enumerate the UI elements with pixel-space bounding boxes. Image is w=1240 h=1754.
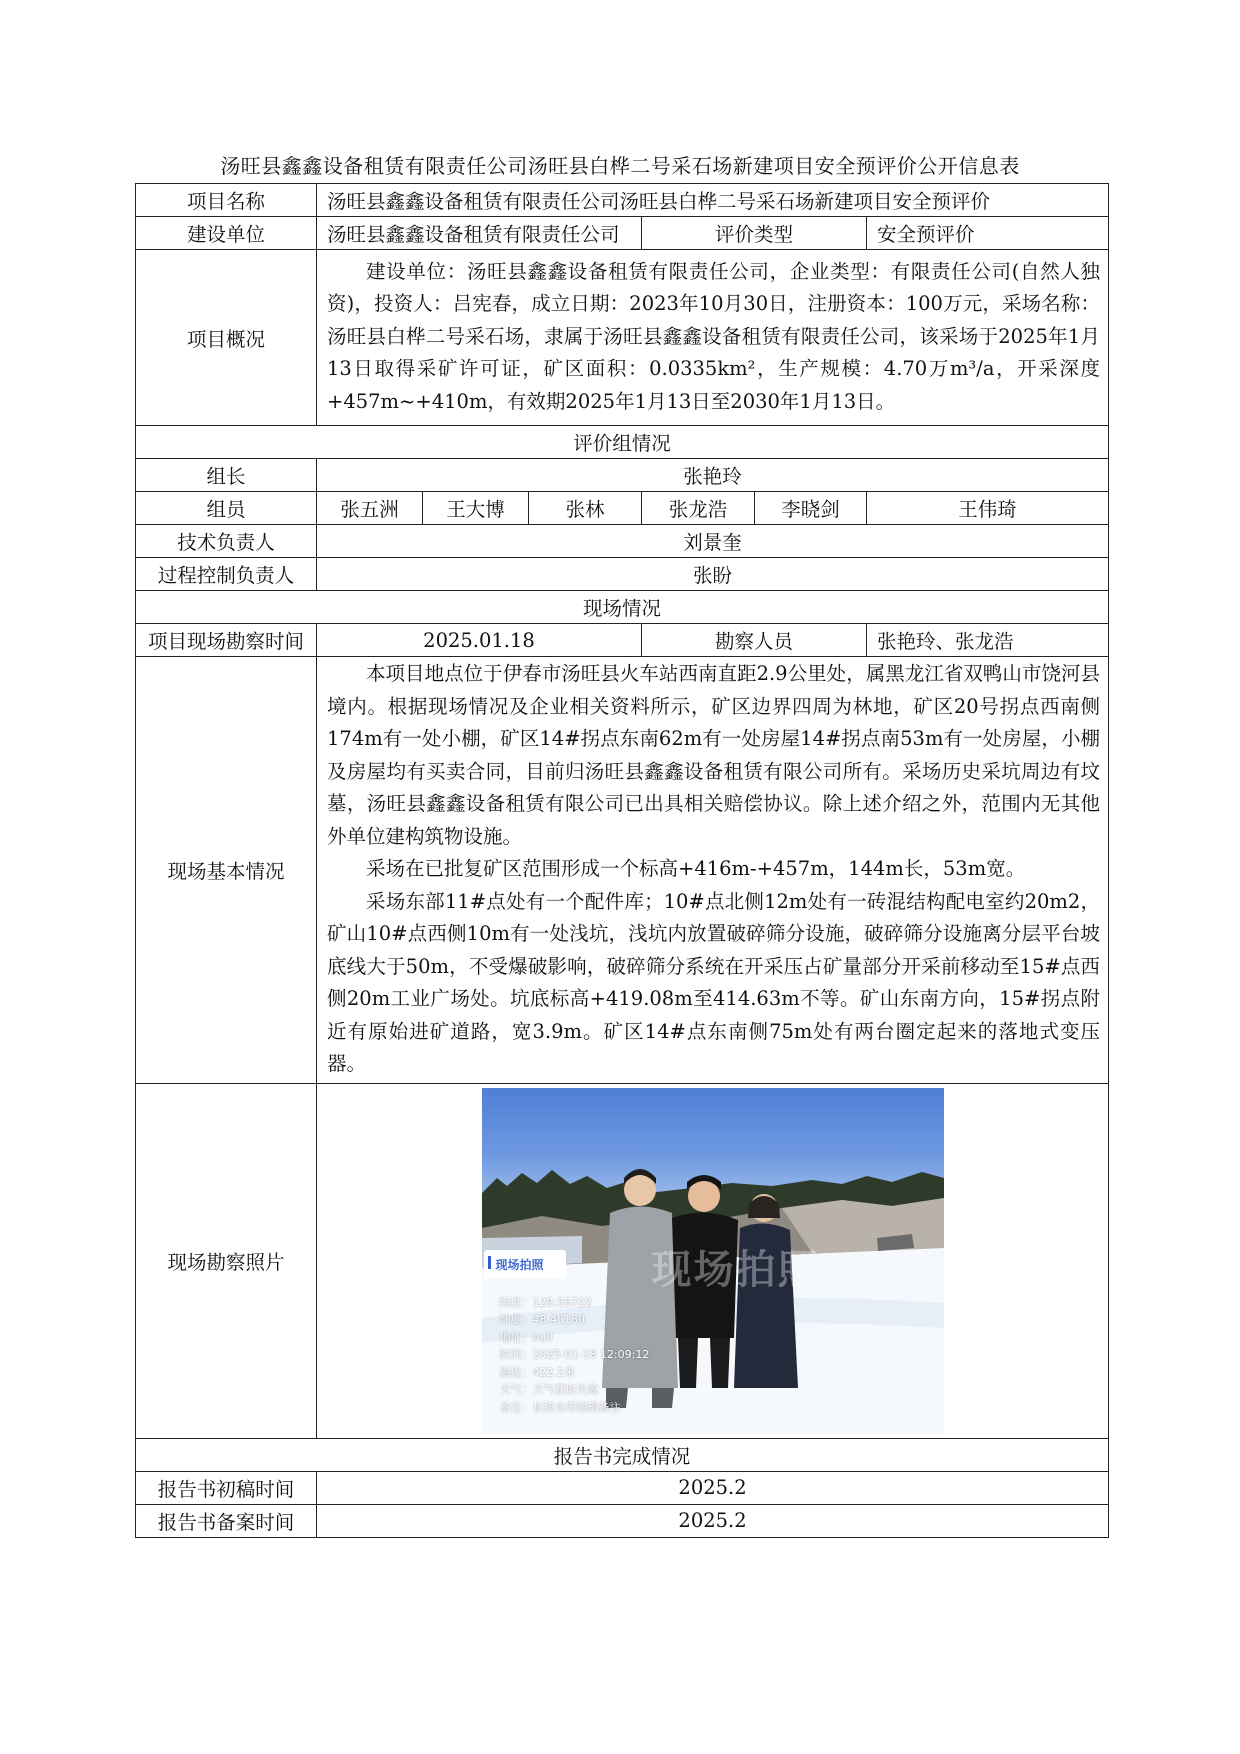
- info-table: [135, 183, 1109, 1538]
- row-leader: [136, 459, 1109, 492]
- row-process-lead: [136, 558, 1109, 591]
- member-cell: 张龙浩: [642, 492, 755, 525]
- member-cell: 张林: [529, 492, 642, 525]
- stamp-line: 天气：天气获取失败: [499, 1383, 599, 1396]
- stamp-line: 纬度：48.45180: [499, 1313, 586, 1326]
- row-draft-time: [136, 1471, 1109, 1504]
- unit-label: 建设单位: [136, 217, 317, 250]
- member-cell: 王大博: [423, 492, 529, 525]
- unit-value: 汤旺县鑫鑫设备租赁有限责任公司: [317, 217, 642, 250]
- process-label: 过程控制负责人: [136, 558, 317, 591]
- survey-people-value: 张艳玲、张龙浩: [867, 624, 1109, 657]
- stamp-line: 备注：长按水印编辑备注: [499, 1400, 621, 1414]
- filing-value: 2025.2: [317, 1504, 1109, 1537]
- row-filing-time: [136, 1504, 1109, 1537]
- site-photo-cell: [317, 1083, 1109, 1438]
- tech-label: 技术负责人: [136, 525, 317, 558]
- site-basic-paragraph: 采场在已批复矿区范围形成一个标高+416m-+457m，144m长，53m宽。: [366, 857, 1026, 880]
- row-tech-lead: [136, 525, 1109, 558]
- eval-type-label: 评价类型: [642, 217, 867, 250]
- stamp-line: 海拔：422.2米: [499, 1365, 576, 1379]
- survey-time-label: 项目现场勘察时间: [136, 624, 317, 657]
- report-section-title: 报告书完成情况: [136, 1438, 1109, 1471]
- row-site-photo: [136, 1083, 1109, 1438]
- row-construction-unit: [136, 217, 1109, 250]
- project-name-value: 汤旺县鑫鑫设备租赁有限责任公司汤旺县白桦二号采石场新建项目安全预评价: [317, 184, 1109, 217]
- site-basic-paragraph: 本项目地点位于伊春市汤旺县火车站西南直距2.9公里处，属黑龙江省双鸭山市饶河县境内。根据现场情况及企业相关资料所示，矿区边界四周为林地，矿区20号拐点西南侧174m有一处小棚，矿区14#拐点东南62m有一处房屋14#拐点南53m有一处房屋，小棚及房屋均有买卖合同，目前归汤旺县鑫鑫设备租赁有限公司所有。采场历史采坑周边有坟墓，汤旺县鑫鑫设备租赁有限公司已出具相关赔偿协议。除上述介绍之外，范围内无其他外单位建构筑物设施。: [327, 662, 1101, 848]
- row-survey-time: [136, 624, 1109, 657]
- row-members: [136, 492, 1109, 525]
- stamp-line: 时间：2025-01-18 12:09:12: [499, 1348, 650, 1361]
- team-section-title: 评价组情况: [136, 426, 1109, 459]
- draft-value: 2025.2: [317, 1471, 1109, 1504]
- process-value: 张盼: [317, 558, 1109, 591]
- photo-watermark: 现场拍照: [651, 1246, 820, 1293]
- row-team-section: [136, 426, 1109, 459]
- site-basic-label: 现场基本情况: [136, 657, 317, 1084]
- survey-time-value: 2025.01.18: [317, 624, 642, 657]
- filing-label: 报告书备案时间: [136, 1504, 317, 1537]
- stamp-line: 经度：129.55722: [499, 1295, 593, 1309]
- eval-type-value: 安全预评价: [867, 217, 1109, 250]
- site-basic-paragraph: 采场东部11#点处有一个配件库；10#点北侧12m处有一砖混结构配电室约20m2，矿山10#点西侧10m有一处浅坑，浅坑内放置破碎筛分设施，破碎筛分设施离分层平台坡底线大于50m，不受爆破影响，破碎筛分系统在开采压占矿量部分开采前移动至15#点西侧20m工业广场处。坑底标高+419.08m至414.63m不等。矿山东南方向，15#拐点附近有原始进矿道路，宽3.9m。矿区14#点东南侧75m处有两台圈定起来的落地式变压器。: [327, 889, 1101, 1075]
- overview-label: 项目概况: [136, 250, 317, 426]
- row-site-section: [136, 591, 1109, 624]
- row-report-section: [136, 1438, 1109, 1471]
- site-basic-cell: [317, 657, 1109, 1084]
- draft-label: 报告书初稿时间: [136, 1471, 317, 1504]
- page-title: 汤旺县鑫鑫设备租赁有限责任公司汤旺县白桦二号采石场新建项目安全预评价公开信息表: [220, 154, 1020, 178]
- stamp-line: 地址：null: [499, 1330, 553, 1344]
- leader-value: 张艳玲: [317, 459, 1109, 492]
- site-photo-label: 现场勘察照片: [136, 1083, 317, 1438]
- overview-text: 建设单位：汤旺县鑫鑫设备租赁有限责任公司，企业类型：有限责任公司(自然人独资)，投资人：吕宪春，成立日期：2023年10月30日，注册资本：100万元，采场名称：汤旺县白桦二号采石场，隶属于汤旺县鑫鑫设备租赁有限责任公司，该采场于2025年1月13日取得采矿许可证，矿区面积：0.0335km²，生产规模：4.70万m³/a，开采深度+457m~+410m，有效期2025年1月13日至2030年1月13日。: [327, 259, 1101, 413]
- member-cell: 王伟琦: [867, 492, 1109, 525]
- row-overview: [136, 250, 1109, 426]
- stamp-info: [500, 1294, 650, 1417]
- members-label: 组员: [136, 492, 317, 525]
- survey-people-label: 勘察人员: [642, 624, 867, 657]
- stamp-badge: 现场拍照: [484, 1250, 566, 1279]
- leader-label: 组长: [136, 459, 317, 492]
- photo-stamp: [482, 1248, 650, 1434]
- tech-value: 刘景奎: [317, 525, 1109, 558]
- overview-cell: [317, 250, 1109, 426]
- row-site-basic: [136, 657, 1109, 1084]
- member-cell: 张五洲: [317, 492, 423, 525]
- row-project-name: [136, 184, 1109, 217]
- member-cell: 李晓剑: [755, 492, 867, 525]
- project-name-label: 项目名称: [136, 184, 317, 217]
- site-photo: [482, 1088, 944, 1434]
- site-section-title: 现场情况: [136, 591, 1109, 624]
